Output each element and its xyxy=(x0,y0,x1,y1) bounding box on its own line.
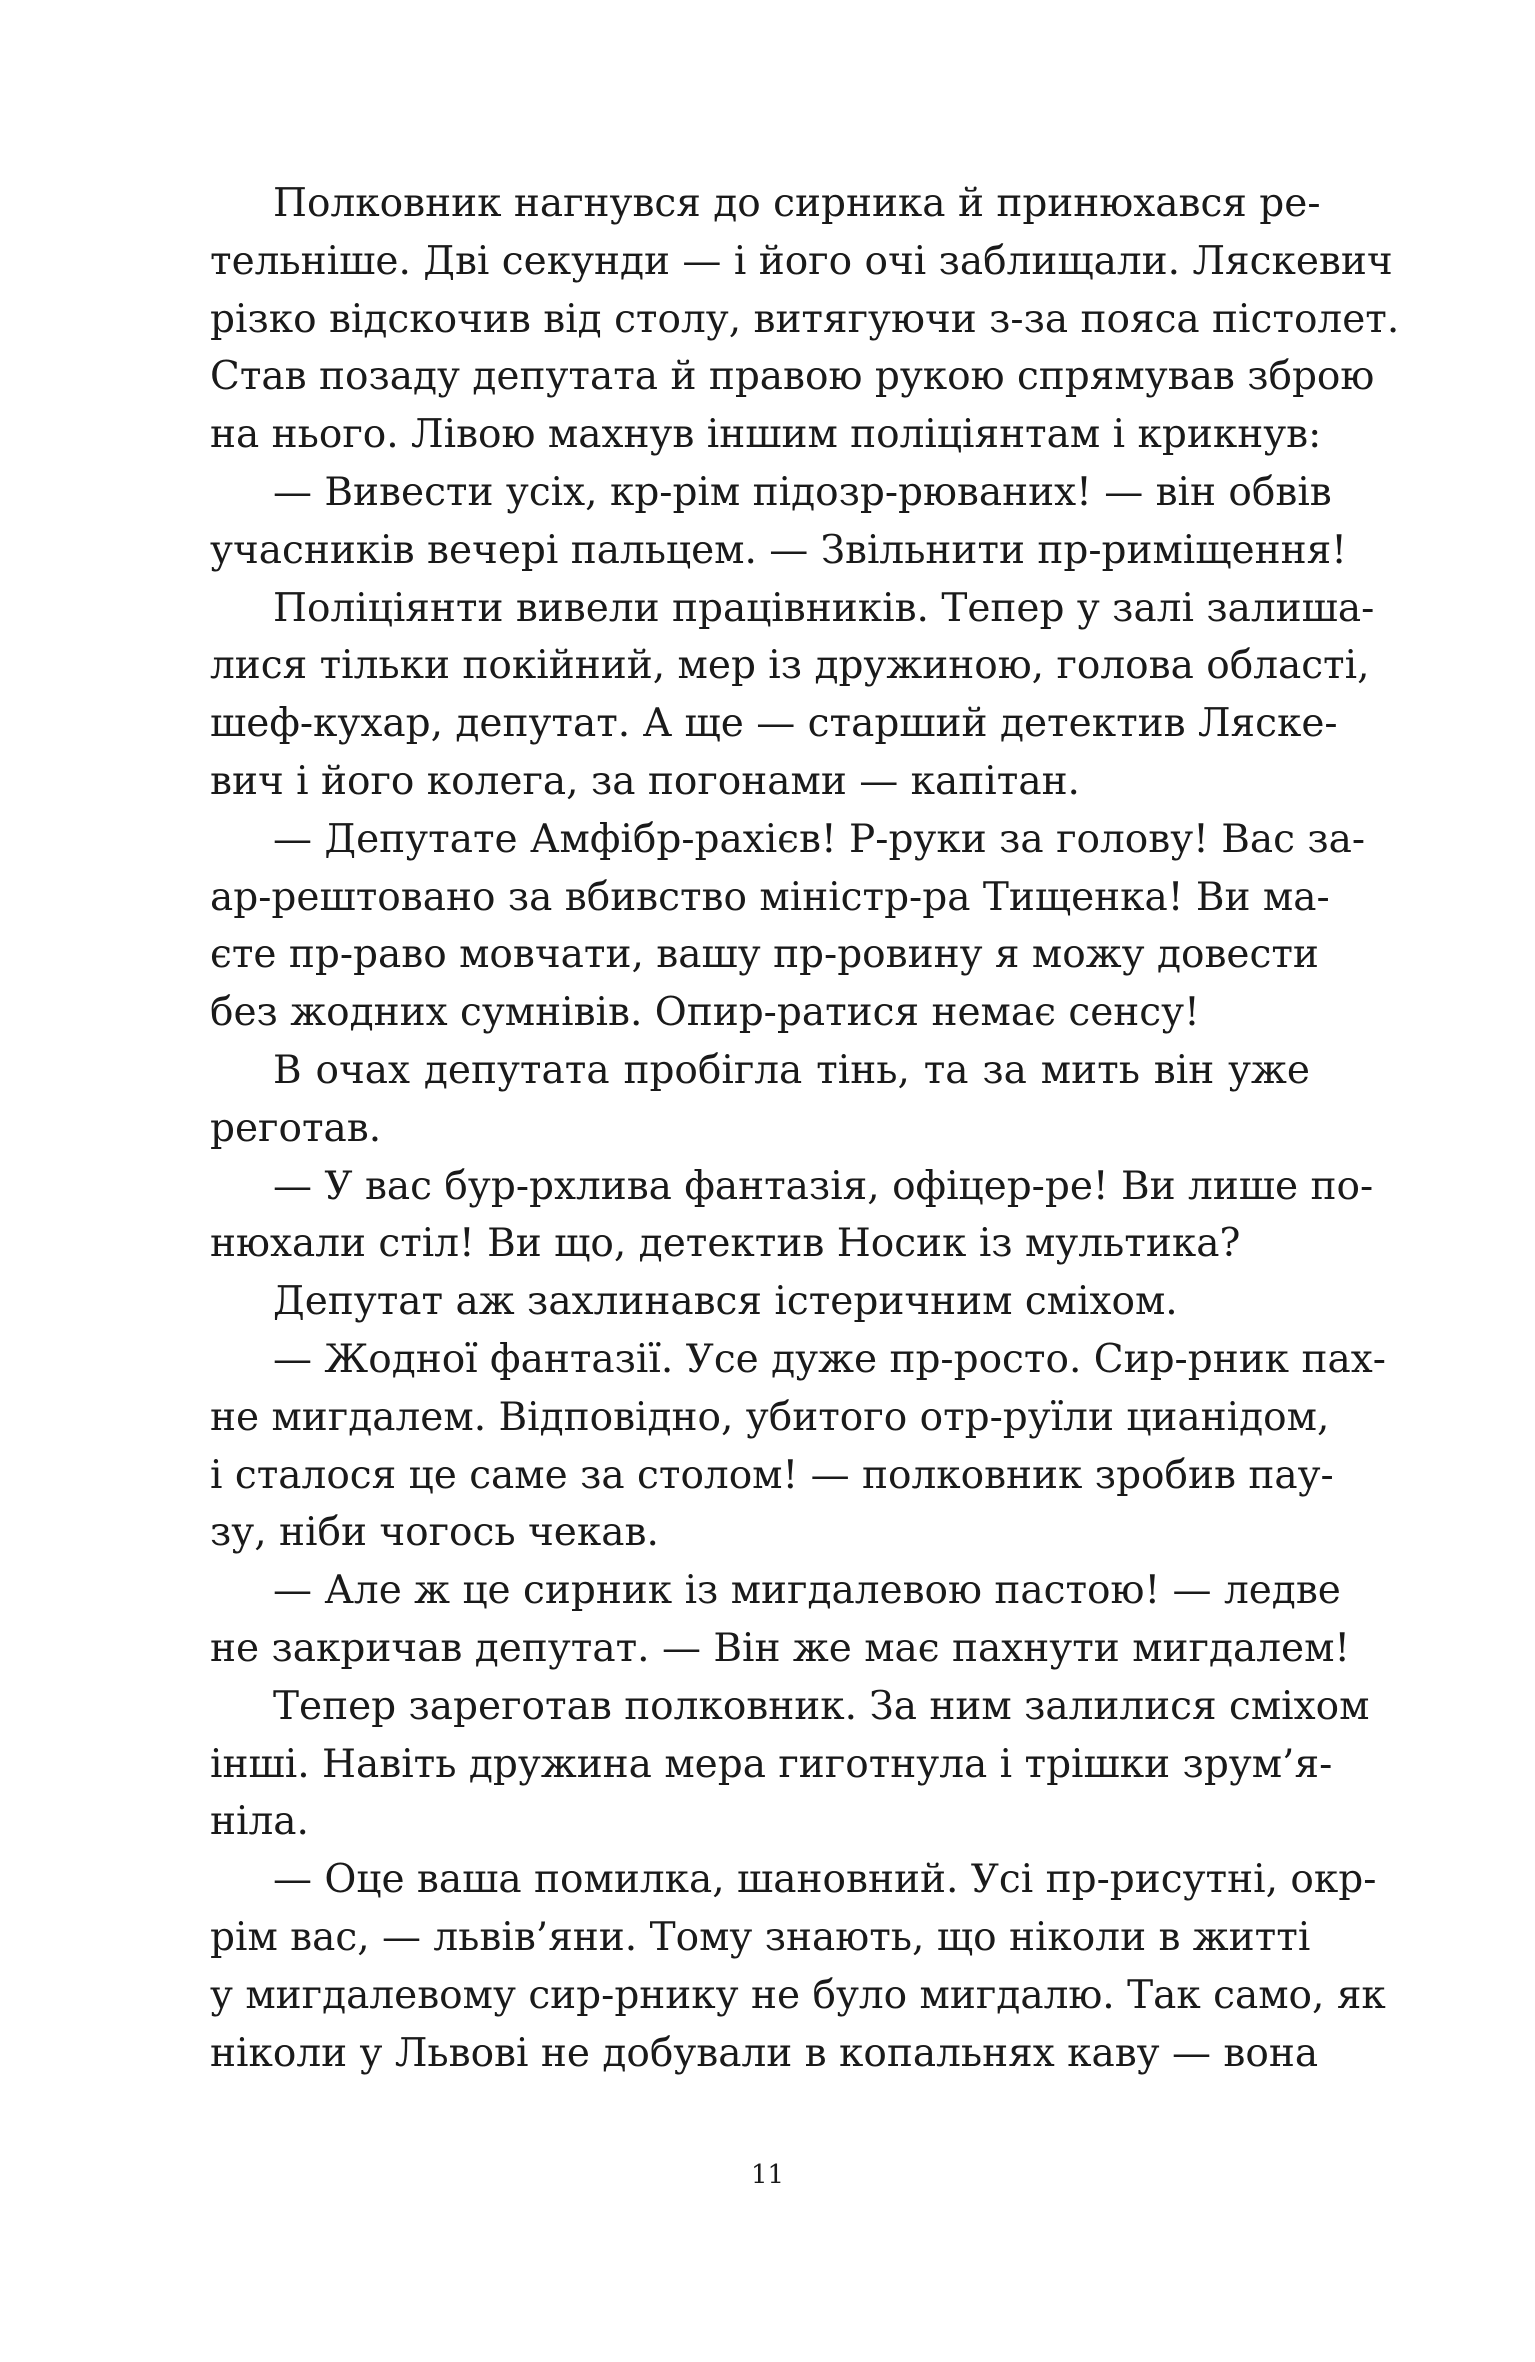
page-number: 11 xyxy=(750,2160,785,2190)
text-line: лися тільки покійний, мер із дружиною, голова області, xyxy=(210,643,1370,689)
text-line: Депутат аж захлинався істеричним сміхом. xyxy=(273,1279,1178,1325)
text-line: без жодних сумнівів. Опир-ратися немає сенсу! xyxy=(210,990,1200,1036)
text-line: Тепер зареготав полковник. За ним залилися сміхом xyxy=(273,1683,1370,1729)
text-line: інші. Навіть дружина мера гиготнула і трішки зрум’я- xyxy=(210,1741,1333,1787)
text-line: Став позаду депутата й правою рукою спрямував зброю xyxy=(210,354,1375,400)
text-line: єте пр-раво мовчати, вашу пр-ровину я можу довести xyxy=(210,932,1319,978)
text-line: — Жодної фантазії. Усе дуже пр-росто. Сир-рник пах- xyxy=(273,1336,1386,1382)
text-line: — Оце ваша помилка, шановний. Усі пр-рисутні, окр- xyxy=(273,1857,1377,1903)
text-line: шеф-кухар, депутат. А ще — старший детектив Ляске- xyxy=(210,701,1338,747)
text-line: і сталося це саме за столом! — полковник зробив пау- xyxy=(210,1452,1334,1498)
text-line: у мигдалевому сир-рнику не було мигдалю. Так само, як xyxy=(210,1972,1386,2018)
text-line: зу, ніби чогось чекав. xyxy=(210,1510,659,1556)
text-line: реготав. xyxy=(210,1105,382,1151)
body-text xyxy=(210,175,1400,2082)
text-line: вич і його колега, за погонами — капітан. xyxy=(210,758,1080,804)
text-line: ніколи у Львові не добували в копальнях каву — вона xyxy=(210,2030,1319,2076)
text-line: нюхали стіл! Ви що, детектив Носик із мультика? xyxy=(210,1221,1241,1267)
text-line: рім вас, — львів’яни. Тому знають, що ніколи в житті xyxy=(210,1914,1311,1960)
text-line: Поліціянти вивели працівників. Тепер у залі залиша- xyxy=(273,585,1375,631)
text-line: Полковник нагнувся до сирника й принюхався ре- xyxy=(273,181,1321,226)
text-line: В очах депутата пробігла тінь, та за мить він уже xyxy=(273,1047,1310,1093)
text-line: учасників вечері пальцем. — Звільнити пр-риміщення! xyxy=(210,527,1347,573)
text-line: не мигдалем. Відповідно, убитого отр-руїли цианідом, xyxy=(210,1394,1330,1440)
text-line: — Депутате Амфібр-рахієв! Р-руки за голову! Вас за- xyxy=(273,816,1366,862)
text-line: ніла. xyxy=(210,1799,309,1845)
text-line: різко відскочив від столу, витягуючи з-за пояса пістолет. xyxy=(210,296,1400,342)
text-line: — Але ж це сирник із мигдалевою пастою! — ледве xyxy=(273,1568,1341,1614)
text-line: — У вас бур-рхлива фантазія, офіцер-ре! Ви лише по- xyxy=(273,1163,1374,1209)
text-line: тельніше. Дві секунди — і його очі заблищали. Ляскевич xyxy=(210,238,1393,284)
text-line: не закричав депутат. — Він же має пахнути мигдалем! xyxy=(210,1625,1351,1671)
text-line: на нього. Лівою махнув іншим поліціянтам і крикнув: xyxy=(210,412,1322,458)
text-line: ар-рештовано за вбивство міністр-ра Тищенка! Ви ма- xyxy=(210,874,1330,920)
text-line: — Вивести усіх, кр-рім підозр-рюваних! — він обвів xyxy=(273,469,1332,515)
